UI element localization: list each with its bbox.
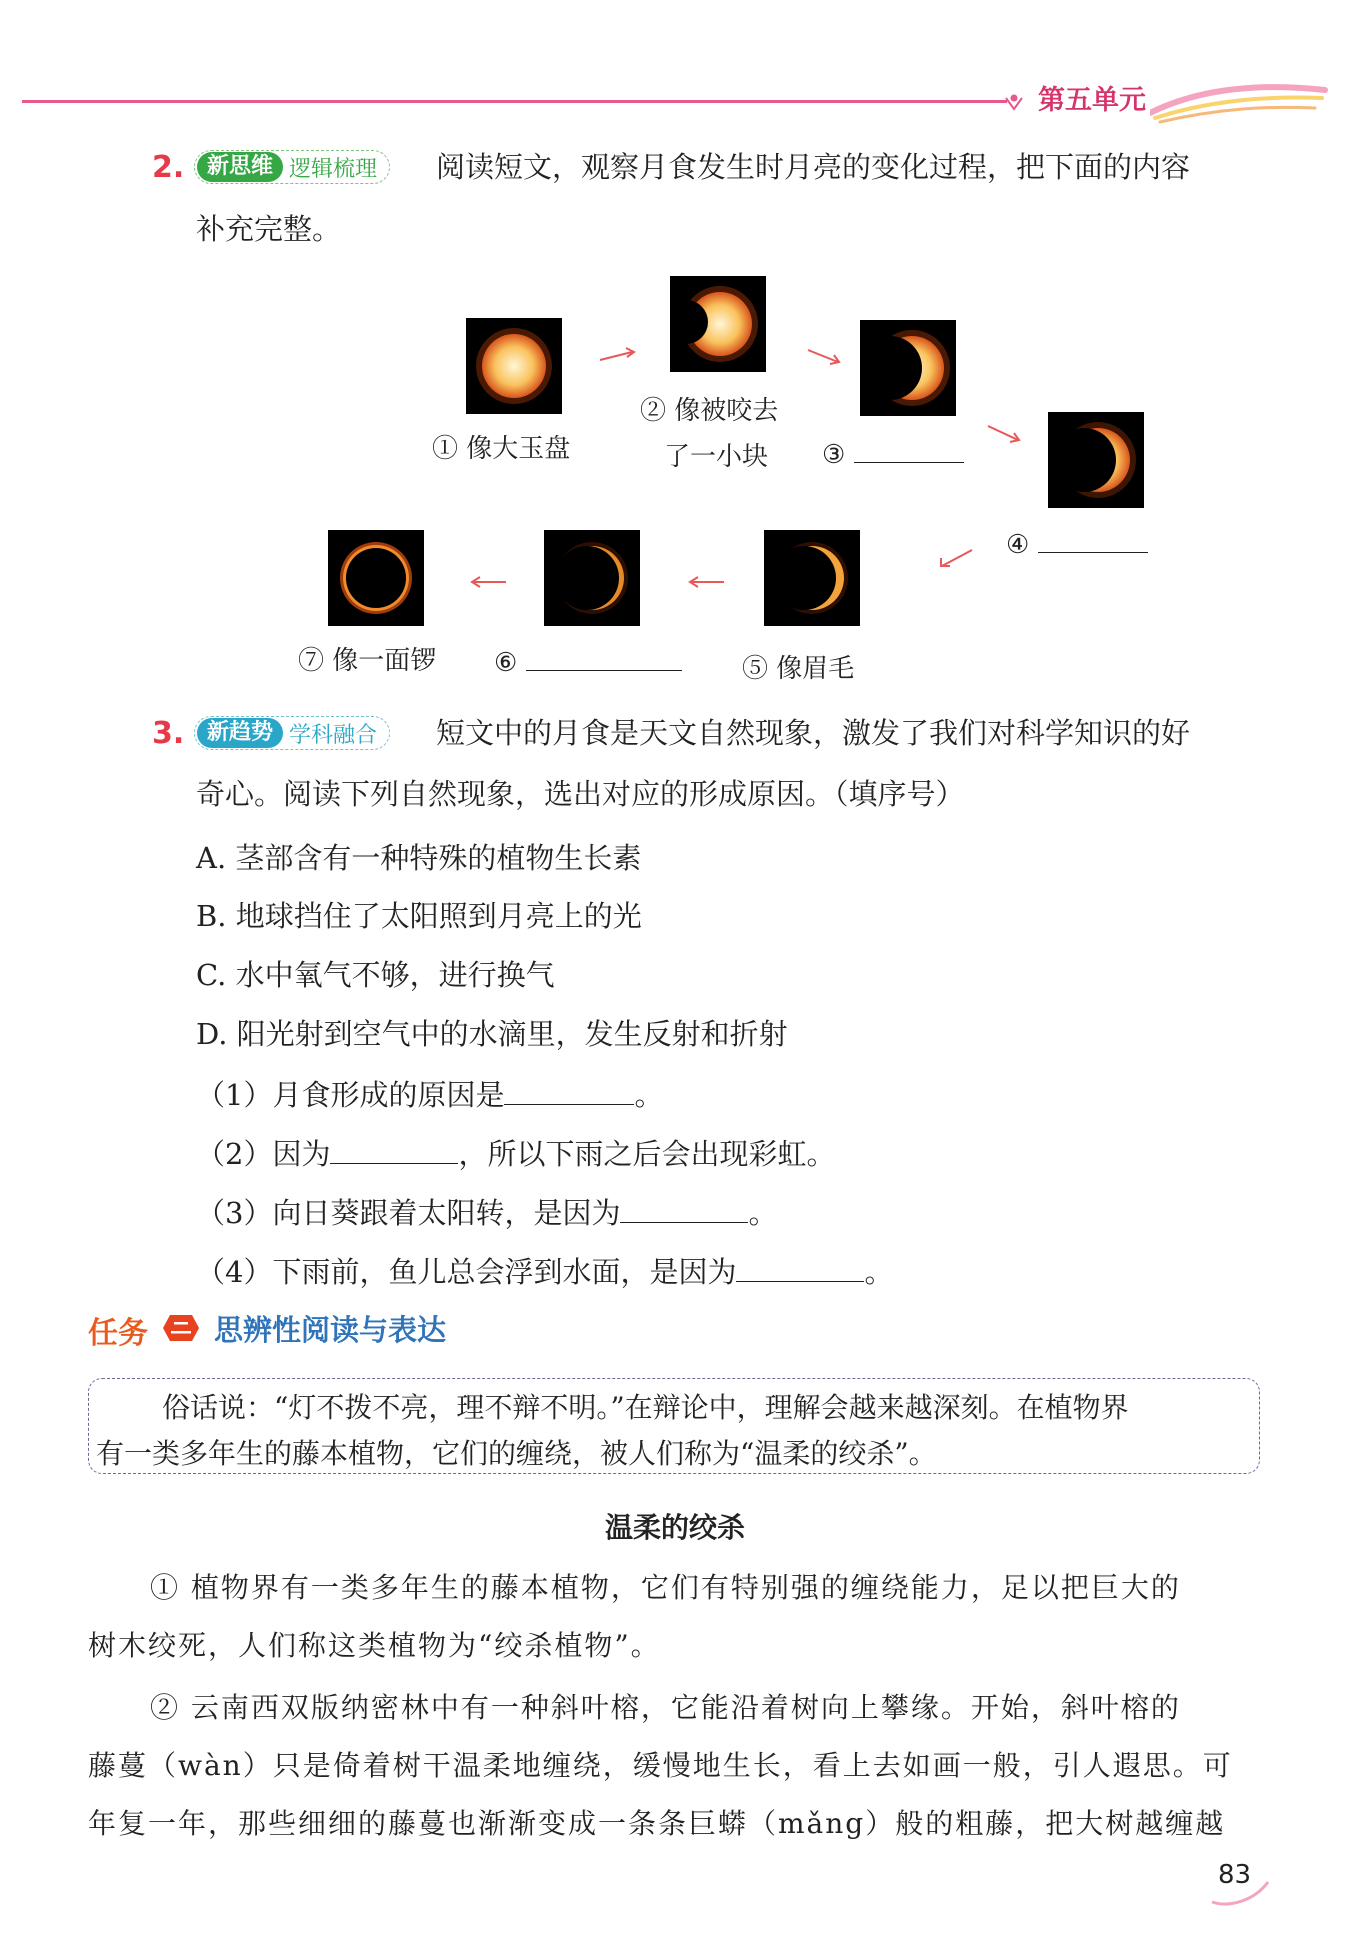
option-b: B. 地球挡住了太阳照到月亮上的光 — [196, 899, 642, 933]
answer-blank[interactable] — [736, 1249, 864, 1282]
eclipse-image-5 — [764, 530, 860, 626]
unit-label: 第五单元 — [1038, 85, 1146, 116]
article-paragraph: 藤蔓（wàn）只是倚着树干温柔地缠绕，缓慢地生长，看上去如画一般，引人遐思。可 — [88, 1749, 1233, 1782]
arrow-down-right-icon — [984, 424, 1024, 444]
eclipse-image-7 — [328, 530, 424, 626]
answer-blank[interactable] — [526, 640, 682, 671]
answer-blank[interactable] — [620, 1190, 748, 1223]
answer-blank[interactable] — [330, 1131, 458, 1164]
eclipse-image-4 — [1048, 412, 1144, 508]
step-caption-1: ① 像大玉盘 — [432, 434, 571, 464]
question-text: 奇心。阅读下列自然现象，选出对应的形成原因。（填序号） — [196, 777, 965, 811]
article-title: 温柔的绞杀 — [604, 1511, 745, 1544]
sub-question-4: （4）下雨前，鱼儿总会浮到水面，是因为 。 — [196, 1249, 893, 1291]
eclipse-image-1 — [466, 318, 562, 414]
step-caption-6: ⑥ — [494, 640, 682, 678]
question-number: 3. — [152, 716, 185, 751]
eclipse-image-6 — [544, 530, 640, 626]
question-text: 短文中的月食是天文自然现象，激发了我们对科学知识的好 — [436, 716, 1191, 750]
step-caption-3: ③ — [822, 432, 964, 470]
sub-question-2: （2）因为 ，所以下雨之后会出现彩虹。 — [196, 1131, 835, 1173]
step-caption-2: ② 像被咬去 — [640, 396, 779, 426]
question-text: 阅读短文，观察月食发生时月亮的变化过程，把下面的内容 — [436, 150, 1191, 184]
answer-blank[interactable] — [504, 1072, 634, 1105]
option-a: A. 茎部含有一种特殊的植物生长素 — [196, 841, 642, 875]
step-caption-4: ④ — [1006, 522, 1148, 560]
option-c: C. 水中氧气不够，进行换气 — [196, 958, 555, 992]
tag-logic — [194, 150, 390, 184]
eclipse-image-2 — [670, 276, 766, 372]
arrow-down-left-icon — [936, 548, 976, 568]
tag-sub-label: 学科融合 — [289, 722, 378, 748]
arrow-left-icon — [468, 572, 508, 592]
arrow-left-icon — [686, 572, 726, 592]
sub-question-1: （1）月食形成的原因是 。 — [196, 1072, 663, 1114]
intro-text: 有一类多年生的藤本植物，它们的缠绕，被人们称为“温柔的绞杀”。 — [96, 1437, 937, 1470]
article-paragraph: ① 植物界有一类多年生的藤本植物，它们有特别强的缠绕能力，足以把巨大的 — [150, 1571, 1181, 1604]
tag-interdisciplinary — [194, 716, 390, 750]
page-number: 83 — [1218, 1860, 1252, 1890]
tag-main-label: 新趋势 — [197, 718, 283, 748]
tag-main-label: 新思维 — [197, 152, 283, 182]
question-text: 补充完整。 — [196, 212, 342, 246]
answer-blank[interactable] — [854, 432, 964, 463]
task-title: 思辨性阅读与表达 — [214, 1313, 447, 1347]
article-paragraph: 年复一年，那些细细的藤蔓也渐渐变成一条条巨蟒（mǎng）般的粗藤，把大树越缠越 — [88, 1807, 1226, 1840]
step-caption-5: ⑤ 像眉毛 — [742, 654, 855, 684]
arrow-right-icon — [598, 346, 638, 366]
heart-check-icon — [1004, 92, 1024, 112]
header-rule — [22, 100, 1007, 103]
swoosh-decoration-icon — [1210, 1878, 1270, 1908]
option-d: D. 阳光射到空气中的水滴里，发生反射和折射 — [196, 1017, 788, 1051]
question-number: 2. — [152, 150, 185, 185]
step-caption-7: ⑦ 像一面锣 — [298, 646, 437, 676]
answer-blank[interactable] — [1038, 522, 1148, 553]
swoosh-decoration-icon — [1150, 78, 1330, 128]
task-number-badge — [162, 1313, 200, 1343]
step-caption-2-cont: 了一小块 — [664, 442, 769, 472]
sub-question-3: （3）向日葵跟着太阳转，是因为 。 — [196, 1190, 777, 1232]
article-paragraph: 树木绞死，人们称这类植物为“绞杀植物”。 — [88, 1629, 661, 1662]
task-label: 任务 — [88, 1316, 148, 1351]
arrow-down-right-icon — [804, 346, 844, 366]
eclipse-image-3 — [860, 320, 956, 416]
intro-text: 俗话说：“灯不拨不亮，理不辩不明。”在辩论中，理解会越来越深刻。在植物界 — [162, 1391, 1129, 1424]
article-paragraph: ② 云南西双版纳密林中有一种斜叶榕，它能沿着树向上攀缘。开始，斜叶榕的 — [150, 1691, 1181, 1724]
tag-sub-label: 逻辑梳理 — [289, 156, 378, 182]
